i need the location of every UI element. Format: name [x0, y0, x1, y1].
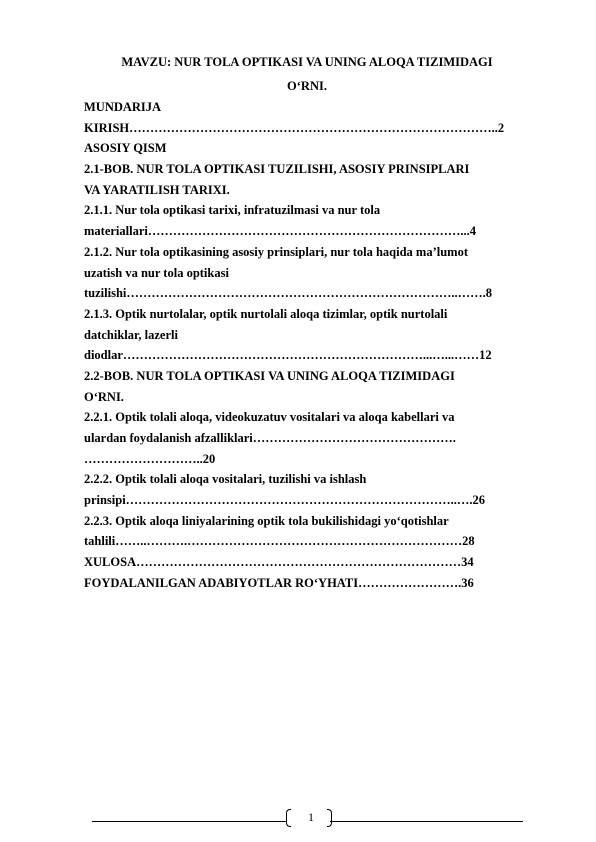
title-line-2: O‘RNI.: [287, 79, 327, 93]
toc-line: 2.1.2. Nur tola optikasining asosiy prinsiplari, nur tola haqida ma’lumot: [84, 244, 468, 259]
page-number-bracket-right: [327, 809, 332, 827]
toc-line: datchiklar, lazerli: [84, 327, 178, 342]
page-number: 1: [308, 810, 314, 824]
toc-line: KIRISH……………………………………………………………………………..2: [84, 120, 505, 135]
toc-line: materiallari…………………………………………………………………...4: [84, 224, 476, 239]
toc-line: 2.1.3. Optik nurtolalar, optik nurtolali aloqa tizimlar, optik nurtolali: [84, 306, 448, 321]
toc-line: 2.2.1. Optik tolali aloqa, videokuzatuv vositalari va aloqa kabellari va: [84, 410, 455, 425]
document-title: [84, 50, 530, 98]
toc-line: prinsipi……………………………………………………………………..….26: [84, 493, 486, 508]
page-number-bracket-left: [286, 809, 291, 827]
toc-line: tuzilishi……………………………………………………………………..…….8: [84, 286, 492, 301]
title-line-1: MAVZU: NUR TOLA OPTIKASI VA UNING ALOQA TIZIMIDAGI: [121, 55, 493, 69]
toc-line: 2.1.1. Nur tola optikasi tarixi, infratuzilmasi va nur tola: [84, 203, 381, 218]
toc-line: diodlar………………………………………………………………...…...……12: [84, 348, 492, 363]
toc-line: tahlili……..……….…………………………………………………………28: [84, 534, 475, 549]
toc-line: 2.1-BOB. NUR TOLA OPTIKASI TUZILISHI, ASOSIY PRINSIPLARI: [84, 162, 470, 177]
toc-line: 2.2.3. Optik aloqa liniyalarining optik tola bukilishidagi yo‘qotishlar: [84, 513, 449, 528]
toc-line: O‘RNI.: [84, 389, 124, 404]
table-of-contents: [84, 97, 530, 594]
toc-heading: MUNDARIJA: [84, 100, 162, 114]
toc-line: XULOSA……………………………………………………………………34: [84, 555, 474, 570]
toc-line: FOYDALANILGAN ADABIYOTLAR RO‘YHATI…………………….36: [84, 575, 474, 590]
footer-rule-right: [330, 821, 523, 822]
toc-line: uzatish va nur tola optikasi: [84, 265, 229, 280]
toc-line: VA YARATILISH TARIXI.: [84, 182, 230, 197]
page-footer: [0, 808, 596, 828]
toc-line: ………………………..20: [84, 451, 216, 466]
toc-line: 2.2-BOB. NUR TOLA OPTIKASI VA UNING ALOQA TIZIMIDAGI: [84, 368, 455, 383]
footer-rule-left: [92, 821, 287, 822]
toc-line: 2.2.2. Optik tolali aloqa vositalari, tuzilishi va ishlash: [84, 472, 367, 487]
toc-line: ASOSIY QISM: [84, 141, 167, 156]
toc-line: ulardan foydalanish afzalliklari………………………………………….: [84, 431, 456, 445]
